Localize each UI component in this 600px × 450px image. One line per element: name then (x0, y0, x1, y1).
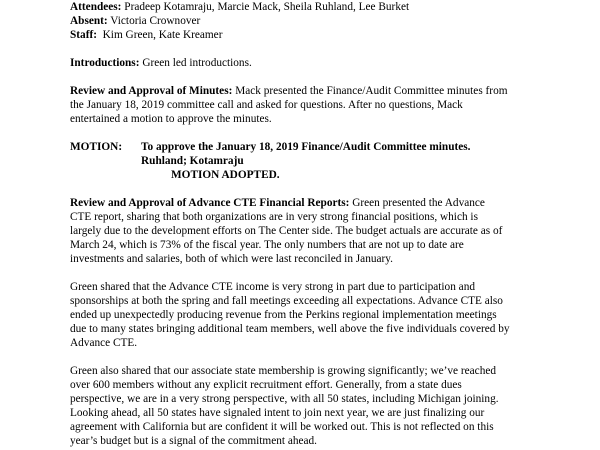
income-line: sponsorships at both the spring and fall meetings exceeding all expectations. Advance CTE also (70, 295, 503, 307)
absent-names: Victoria Crownover (110, 15, 201, 27)
introductions-line (70, 56, 594, 70)
minutes-review-heading: Review and Approval of Minutes: (70, 85, 233, 97)
motion-result: MOTION ADOPTED. (171, 169, 280, 181)
introductions-text: Green led introductions. (142, 57, 252, 69)
absent-label: Absent: (70, 15, 108, 27)
minutes-document (70, 0, 594, 448)
financial-reports-heading: Review and Approval of Advance CTE Financial Reports: (70, 197, 350, 209)
staff-names: Kim Green, Kate Kreamer (102, 29, 223, 41)
income-line: Green shared that the Advance CTE income is very strong in part due to participation and (70, 281, 475, 293)
motion-label: MOTION: (70, 141, 123, 153)
income-paragraph (70, 280, 594, 350)
membership-line: Green also shared that our associate state membership is growing significantly; we’ve reached (70, 365, 496, 377)
financial-reports-line: CTE report, sharing that both organizations are in very strong financial positions, which is (70, 211, 478, 223)
membership-line: Looking ahead, all 50 states have signaled intent to join next year, we are just finalizing our (70, 407, 485, 419)
attendees-names: Pradeep Kotamraju, Marcie Mack, Sheila Ruhland, Lee Burket (124, 1, 410, 13)
minutes-review-line: the January 18, 2019 committee call and asked for questions. After no questions, Mack (70, 99, 463, 111)
membership-line: agreement with California but are confident it will be worked out. This is not reflected on this (70, 421, 494, 433)
membership-line: over 600 members without any explicit recruitment effort. Generally, from a state dues (70, 379, 462, 391)
minutes-review-line: entertained a motion to approve the minutes. (70, 113, 272, 125)
staff-label: Staff: (70, 29, 97, 41)
absent-line (70, 14, 594, 28)
income-line: Advance CTE. (70, 337, 138, 349)
financial-reports-paragraph (70, 196, 594, 266)
minutes-review-line: Mack presented the Finance/Audit Committee minutes from (235, 85, 508, 97)
financial-reports-line: investments and salaries, both of which were last reconciled in January. (70, 253, 394, 265)
membership-paragraph (70, 364, 594, 448)
motion-text: To approve the January 18, 2019 Finance/Audit Committee minutes. (141, 141, 471, 153)
attendees-line (70, 0, 594, 14)
motion-movers: Ruhland; Kotamraju (141, 155, 244, 167)
membership-line: perspective, we are in a very strong perspective, with all 50 states, including Michigan joining. (70, 393, 499, 405)
introductions-heading: Introductions: (70, 57, 140, 69)
financial-reports-line: March 24, which is 73% of the fiscal year. The only numbers that are not up to date are (70, 239, 464, 251)
minutes-review-paragraph (70, 84, 594, 126)
income-line: due to many states bringing additional team members, well above the five individuals covered by (70, 323, 510, 335)
income-line: ended up unexpectedly producing revenue from the Perkins regional implementation meetings (70, 309, 497, 321)
financial-reports-line: largely due to the development efforts on The Center side. The budget actuals are accurate as of (70, 225, 503, 237)
staff-line (70, 28, 594, 42)
motion-block (70, 140, 594, 182)
membership-line: year’s budget but is a signal of the commitment ahead. (70, 435, 318, 447)
attendees-label: Attendees: (70, 1, 122, 13)
financial-reports-line: Green presented the Advance (352, 197, 485, 209)
